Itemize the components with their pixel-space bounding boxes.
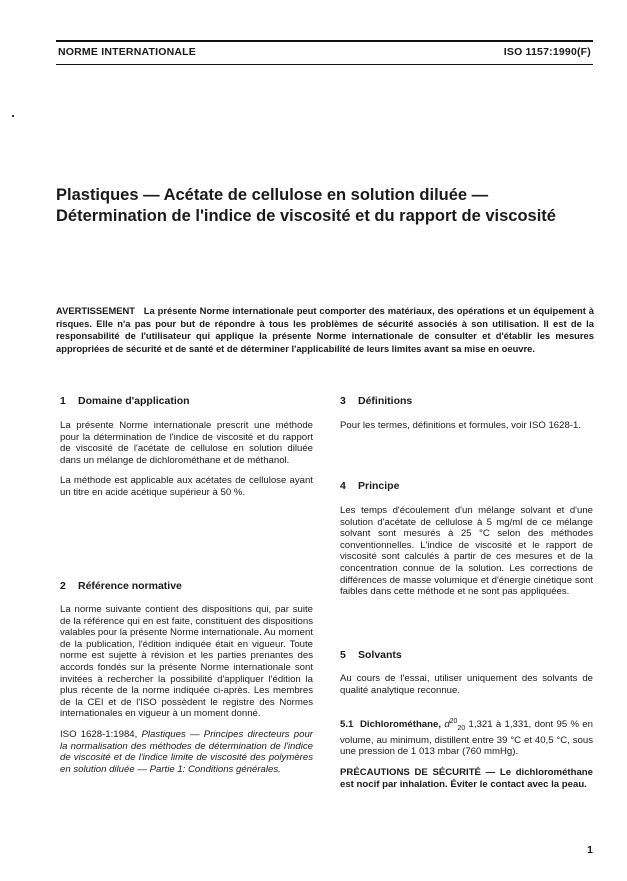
section-5-body — [340, 673, 593, 790]
standard-reference: ISO 1157:1990(F) — [503, 46, 591, 58]
safety-precautions — [340, 767, 593, 790]
density-symbol: d — [444, 719, 450, 731]
paragraph: Les temps d'écoulement d'un mélange solvant et d'une solution d'acétate de cellulose à 5 mg/ml de ce mélange solvant sont mesurés à 25 °C selon des méthodes conventionnelles. L'indice de viscosité et le rapport de viscosité sont calculés à partir de ces mesures et de la concentration connue de la solution. Les corrections de différences de masse volumique et d'énergie cinétique sont faibles dans cette méthode et ne sont pas appliquées. — [340, 505, 593, 598]
scan-mark — [12, 115, 14, 117]
paragraph: La norme suivante contient des dispositions qui, par suite de la référence qui en est faite, constituent des dispositions valables pour la présente Norme internationale. Au moment de la publication, l'édition indiquée était en vigueur. Toute norme est sujette à révision et les parties prenantes des accords fondés sur la présente Norme internationale sont invitées à rechercher la possibilité d'appliquer l'édition la plus récente de la norme indiquée ci-après. Les membres de la CEI et de l'ISO possèdent le registre des Normes internationales en vigueur à un moment donné. — [60, 604, 313, 720]
reference-code: ISO 1628-1:1984, — [60, 728, 138, 740]
section-number: 2 — [60, 580, 66, 592]
page-number: 1 — [587, 844, 593, 856]
subsection-number: 5.1 — [340, 719, 354, 731]
normative-reference — [60, 729, 313, 775]
subsection-title: Dichlorométhane, — [359, 719, 441, 731]
section-2-body — [60, 604, 313, 775]
section-2-heading — [60, 580, 182, 592]
section-number: 5 — [340, 649, 346, 661]
warning-notice — [56, 305, 594, 355]
density-temp-sub: 20 — [457, 725, 466, 733]
safety-label: PRÉCAUTIONS DE SÉCURITÉ — — [340, 767, 496, 779]
section-1-body — [60, 420, 313, 499]
paragraph: Au cours de l'essai, utiliser uniquement des solvants de qualité analytique reconnue. — [340, 673, 593, 696]
warning-label: AVERTISSEMENT — [56, 305, 135, 316]
section-title: Solvants — [358, 649, 402, 661]
document-header — [56, 40, 593, 65]
section-title: Principe — [358, 480, 400, 492]
section-5-heading — [340, 649, 402, 661]
section-4-body — [340, 505, 593, 598]
section-3-body — [340, 420, 593, 432]
reference-title: Plastiques — Principes directeurs pour la normalisation des méthodes de détermination de l'indice de viscosité et de l'indice limite de viscosité des polymères en solution diluée — Partie 1: Conditions générales. — [60, 728, 313, 775]
section-title: Domaine d'application — [78, 395, 190, 407]
section-1-heading — [60, 395, 190, 407]
density-temp-sup: 20 — [449, 718, 458, 726]
warning-text: La présente Norme internationale peut comporter des matériaux, des opérations et un équipement à risques. Elle n'a pas pour but de répondre à tous les problèmes de sécurité associés à son utilisation. Il est de la responsabilité de l'utilisateur qui applique la présente Norme internationale de consulter et d'établir les mesures appropriées de sécurité et de santé et de déterminer l'applicabilité de leurs limites avant sa mise en oeuvre. — [56, 305, 594, 354]
safety-text: Le dichlorométhane est nocif par inhalation. Éviter le contact avec la peau. — [340, 767, 593, 790]
section-title: Référence normative — [78, 580, 182, 592]
section-number: 3 — [340, 395, 346, 407]
paragraph: La méthode est applicable aux acétates de cellulose ayant un titre en acide acétique supérieur à 50 %. — [60, 475, 313, 498]
section-4-heading — [340, 480, 399, 492]
paragraph: La présente Norme internationale prescrit une méthode pour la détermination de l'indice de viscosité et du rapport de viscosité de l'acétate de cellulose en solution diluée dans un mélange de dichlorométhane et de méthanol. — [60, 420, 313, 466]
section-number: 4 — [340, 480, 346, 492]
standard-type: NORME INTERNATIONALE — [58, 46, 196, 58]
section-3-heading — [340, 395, 412, 407]
subsection-text: 1,321 à 1,331, dont 95 % en volume, au minimum, distillent entre 39 °C et 40,5 °C, sous une pression de 1 013 mbar (760 mmHg). — [340, 719, 593, 758]
section-number: 1 — [60, 395, 66, 407]
document-title: Plastiques — Acétate de cellulose en solution diluée — Détermination de l'indice de viscosité et du rapport de viscosité — [56, 186, 556, 225]
paragraph: Pour les termes, définitions et formules, voir ISO 1628-1. — [340, 420, 582, 431]
section-title: Définitions — [358, 395, 413, 407]
subsection-5-1 — [340, 716, 593, 758]
